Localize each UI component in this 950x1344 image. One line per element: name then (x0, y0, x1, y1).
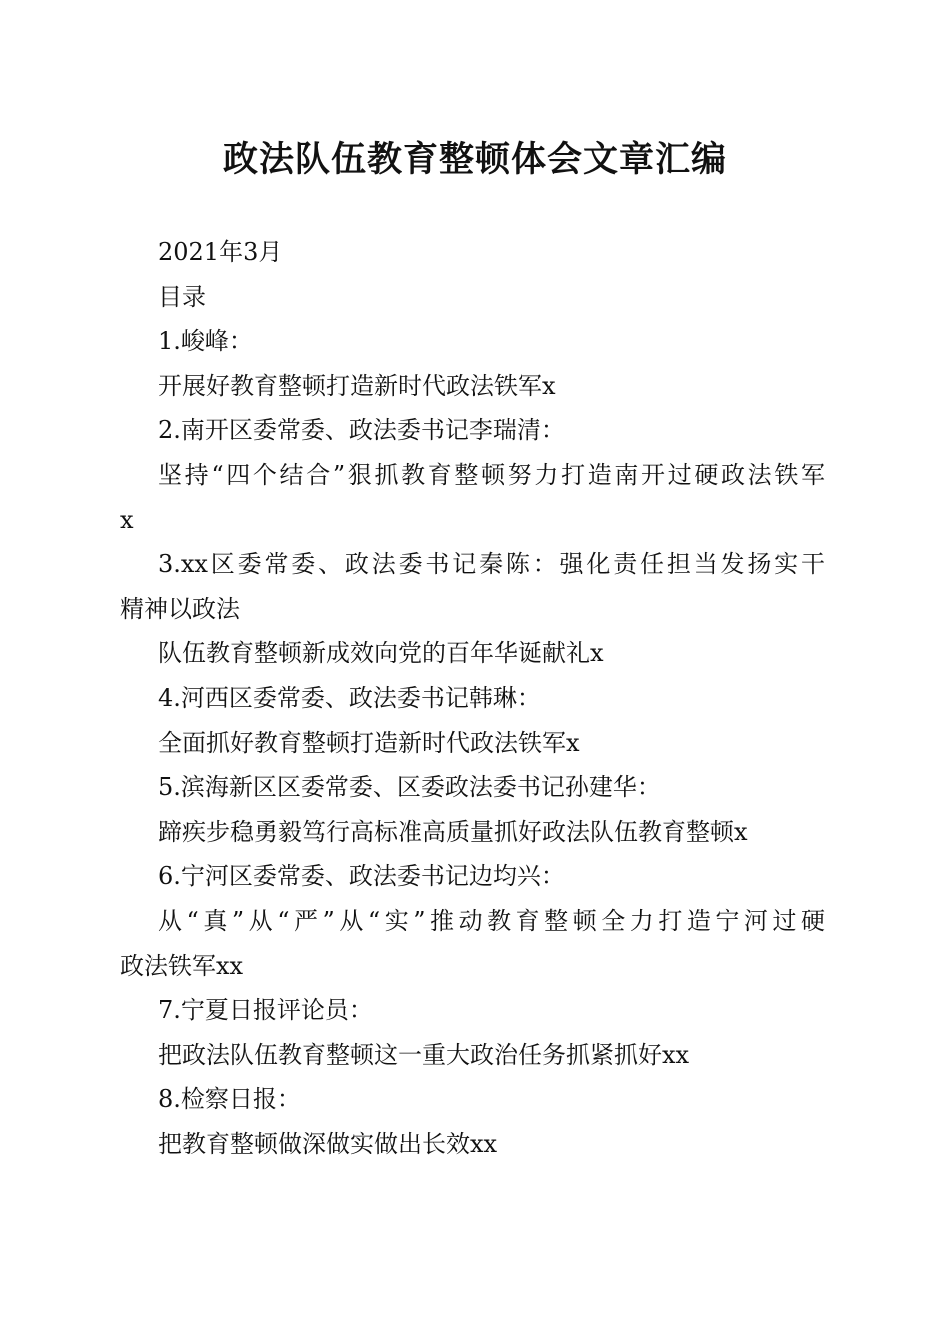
toc-entry-heading: 8.检察日报： (158, 1085, 301, 1114)
document-body (120, 230, 825, 1166)
toc-entry-heading-continued: 精神以政法 (120, 594, 240, 623)
toc-entry-heading: 2.南开区委常委、政法委书记李瑞清： (158, 416, 565, 445)
toc-entry-article: 把教育整顿做深做实做出长效xx (158, 1129, 498, 1158)
toc-entry-article: 队伍教育整顿新成效向党的百年华诞献礼x (158, 639, 604, 668)
toc-entry-heading: 3.xx区委常委、政法委书记秦陈：强化责任担当发扬实干 (158, 550, 825, 579)
toc-entry-heading: 6.宁河区委常委、政法委书记边均兴： (158, 862, 565, 891)
toc-entry-heading: 5.滨海新区区委常委、区委政法委书记孙建华： (158, 773, 661, 802)
toc-entry-article-continued: 政法铁军xx (120, 951, 244, 980)
toc-entry-heading: 4.河西区委常委、政法委书记韩琳： (158, 683, 541, 712)
toc-label: 目录 (158, 282, 206, 311)
toc-entry-article: 坚持“四个结合”狠抓教育整顿努力打造南开过硬政法铁军 (158, 460, 825, 489)
toc-entry-article: 全面抓好教育整顿打造新时代政法铁军x (158, 728, 580, 757)
toc-entry-article: 把政法队伍教育整顿这一重大政治任务抓紧抓好xx (158, 1040, 690, 1069)
toc-entry-article-continued: x (120, 505, 134, 534)
document-title: 政法队伍教育整顿体会文章汇编 (222, 139, 727, 180)
toc-entry-article: 蹄疾步稳勇毅笃行高标准高质量抓好政法队伍教育整顿x (158, 817, 748, 846)
toc-entry-article: 开展好教育整顿打造新时代政法铁军x (158, 371, 556, 400)
document-date: 2021年3月 (158, 238, 283, 266)
toc-entry-article: 从“真”从“严”从“实”推动教育整顿全力打造宁河过硬 (158, 906, 825, 935)
toc-entry-heading: 1.峻峰： (158, 327, 253, 356)
toc-entry-heading: 7.宁夏日报评论员： (158, 996, 373, 1025)
